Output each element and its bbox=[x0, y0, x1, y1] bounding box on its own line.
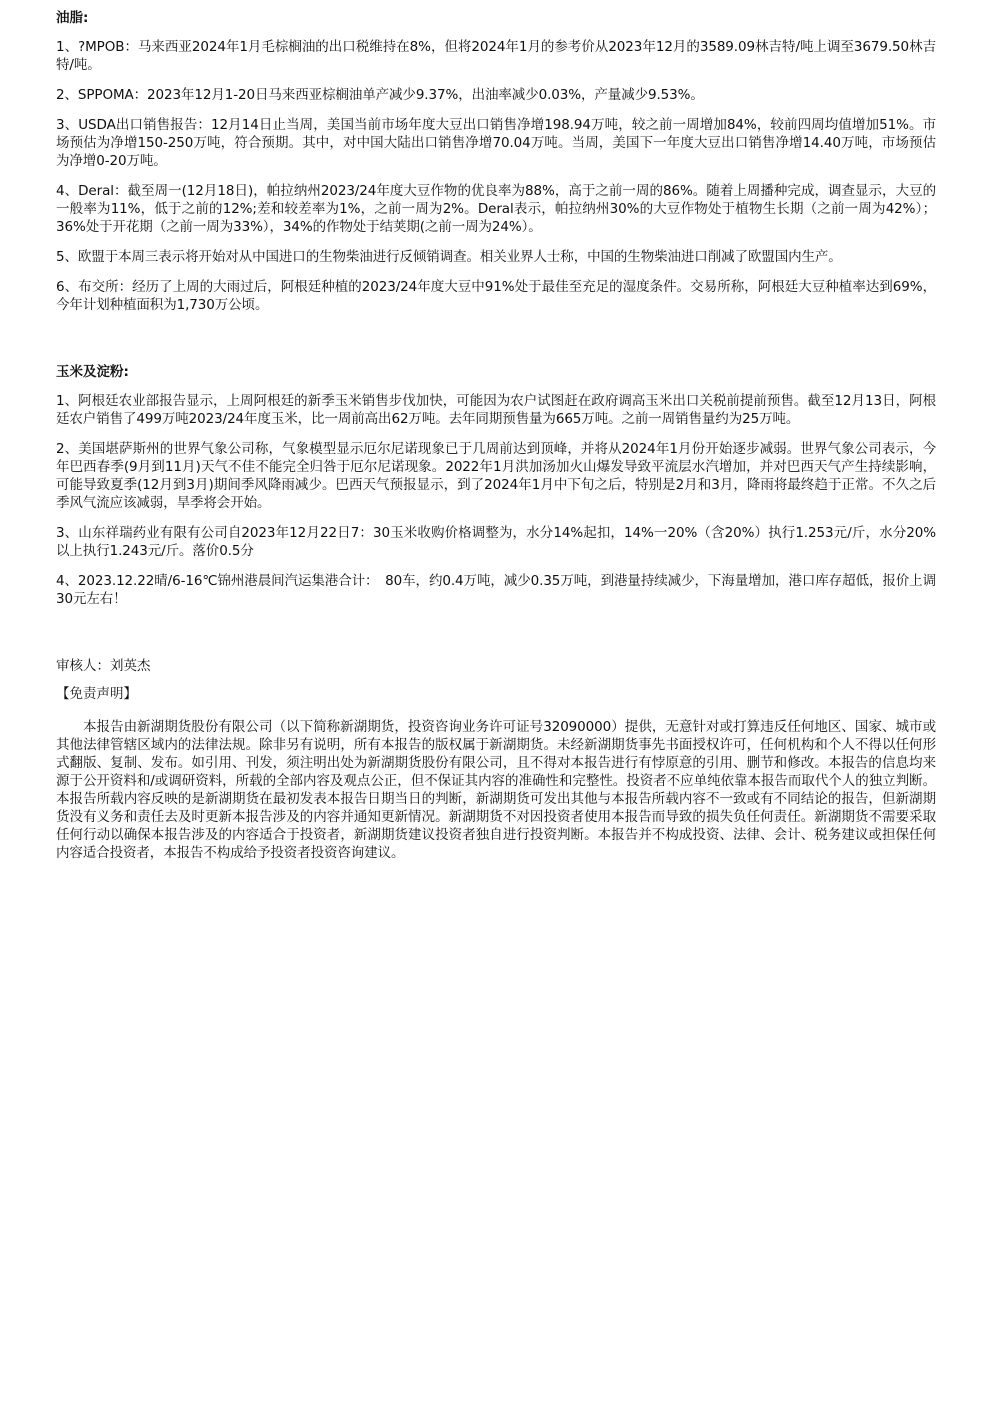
corn-item-2: 2、美国堪萨斯州的世界气象公司称，气象模型显示厄尔尼诺现象已于几周前达到顶峰，并将从2024年1月份开始逐步减弱。世界气象公司表示，今年巴西春季(9月到11月)天气不佳不能完全归咎于厄尔尼诺现象。2022年1月洪加汤加火山爆发导致平流层水汽增加，并对巴西天气产生持续影响，可能导致夏季(12月到3月)期间季风降雨减少。巴西天气预报显示，到了2024年1月中下旬之后，特别是2月和3月，降雨将最终趋于正常。不久之后季风气流应该减弱，旱季将会开始。 bbox=[56, 441, 936, 511]
corn-item-4: 4、2023.12.22晴/6-16℃锦州港晨间汽运集港合计： 80车，约0.4万吨，减少0.35万吨，到港量持续减少，下海量增加，港口库存超低，报价上调30元左右！ bbox=[56, 573, 936, 607]
oils-section bbox=[56, 8, 936, 314]
report-page bbox=[56, 8, 936, 862]
oils-item-1: 1、?MPOB：马来西亚2024年1月毛棕榈油的出口税维持在8%，但将2024年1月的参考价从2023年12月的3589.09林吉特/吨上调至3679.50林吉特/吨。 bbox=[56, 39, 936, 73]
disclaimer-title: 【免责声明】 bbox=[56, 686, 137, 702]
section-spacer bbox=[56, 326, 936, 362]
oils-item-2: 2、SPPOMA：2023年12月1-20日马来西亚棕榈油单产减少9.37%，出油率减少0.03%，产量减少9.53%。 bbox=[56, 87, 704, 103]
oils-item-3: 3、USDA出口销售报告：12月14日止当周，美国当前市场年度大豆出口销售净增198.94万吨，较之前一周增加84%，较前四周均值增加51%。市场预估为净增150-250万吨，符合预期。其中，对中国大陆出口销售净增70.04万吨。当周，美国下一年度大豆出口销售净增14.40万吨，市场预估为净增0-20万吨。 bbox=[56, 117, 936, 169]
oils-item-5: 5、欧盟于本周三表示将开始对从中国进口的生物柴油进行反倾销调查。相关业界人士称，中国的生物柴油进口削减了欧盟国内生产。 bbox=[56, 249, 842, 265]
corn-item-1: 1、阿根廷农业部报告显示，上周阿根廷的新季玉米销售步伐加快，可能因为农户试图赶在政府调高玉米出口关税前提前预售。截至12月13日，阿根廷农户销售了499万吨2023/24年度玉米，比一周前高出62万吨。去年同期预售量为665万吨。之前一周销售量约为25万吨。 bbox=[56, 393, 936, 427]
section-title-corn: 玉米及淀粉: bbox=[56, 364, 129, 380]
section-spacer bbox=[56, 620, 936, 656]
corn-item-3: 3、山东祥瑞药业有限有公司自2023年12月22日7：30玉米收购价格调整为，水分14%起扣，14%一20%（含20%）执行1.253元/斤，水分20%以上执行1.243元/斤。落价0.5分 bbox=[56, 525, 936, 559]
section-title-oils: 油脂: bbox=[56, 10, 89, 26]
disclaimer-text: 本报告由新湖期货股份有限公司（以下简称新湖期货，投资咨询业务许可证号32090000）提供，无意针对或打算违反任何地区、国家、城市或其他法律管辖区域内的法律法规。除非另有说明，所有本报告的版权属于新湖期货。未经新湖期货事先书面授权许可，任何机构和个人不得以任何形式翻版、复制、发布。如引用、刊发，须注明出处为新湖期货股份有限公司，且不得对本报告进行有悖原意的引用、删节和修改。本报告的信息均来源于公开资料和/或调研资料，所载的全部内容及观点公正，但不保证其内容的准确性和完整性。投资者不应单纯依靠本报告而取代个人的独立判断。本报告所载内容反映的是新湖期货在最初发表本报告日期当日的判断，新湖期货可发出其他与本报告所载内容不一致或有不同结论的报告，但新湖期货没有义务和责任去及时更新本报告涉及的内容并通知更新情况。新湖期货不对因投资者使用本报告而导致的损失负任何责任。新湖期货不需要采取任何行动以确保本报告涉及的内容适合于投资者，新湖期货建议投资者独自进行投资判断。本报告并不构成投资、法律、会计、税务建议或担保任何内容适合投资者，本报告不构成给予投资者投资咨询建议。 bbox=[56, 719, 936, 861]
reviewer-line: 审核人：刘英杰 bbox=[56, 658, 151, 674]
oils-item-6: 6、布交所：经历了上周的大雨过后，阿根廷种植的2023/24年度大豆中91%处于最佳至充足的湿度条件。交易所称，阿根廷大豆种植率达到69%，今年计划种植面积为1,730万公顷。 bbox=[56, 279, 936, 313]
oils-item-4: 4、Deral：截至周一(12月18日)，帕拉纳州2023/24年度大豆作物的优良率为88%，高于之前一周的86%。随着上周播种完成，调查显示，大豆的一般率为11%，低于之前的12%;差和较差率为1%，之前一周为2%。Deral表示，帕拉纳州30%的大豆作物处于植物生长期（之前一周为42%）；36%处于开花期（之前一周为33%），34%的作物处于结荚期(之前一周为24%）。 bbox=[56, 183, 936, 235]
corn-section bbox=[56, 362, 936, 608]
